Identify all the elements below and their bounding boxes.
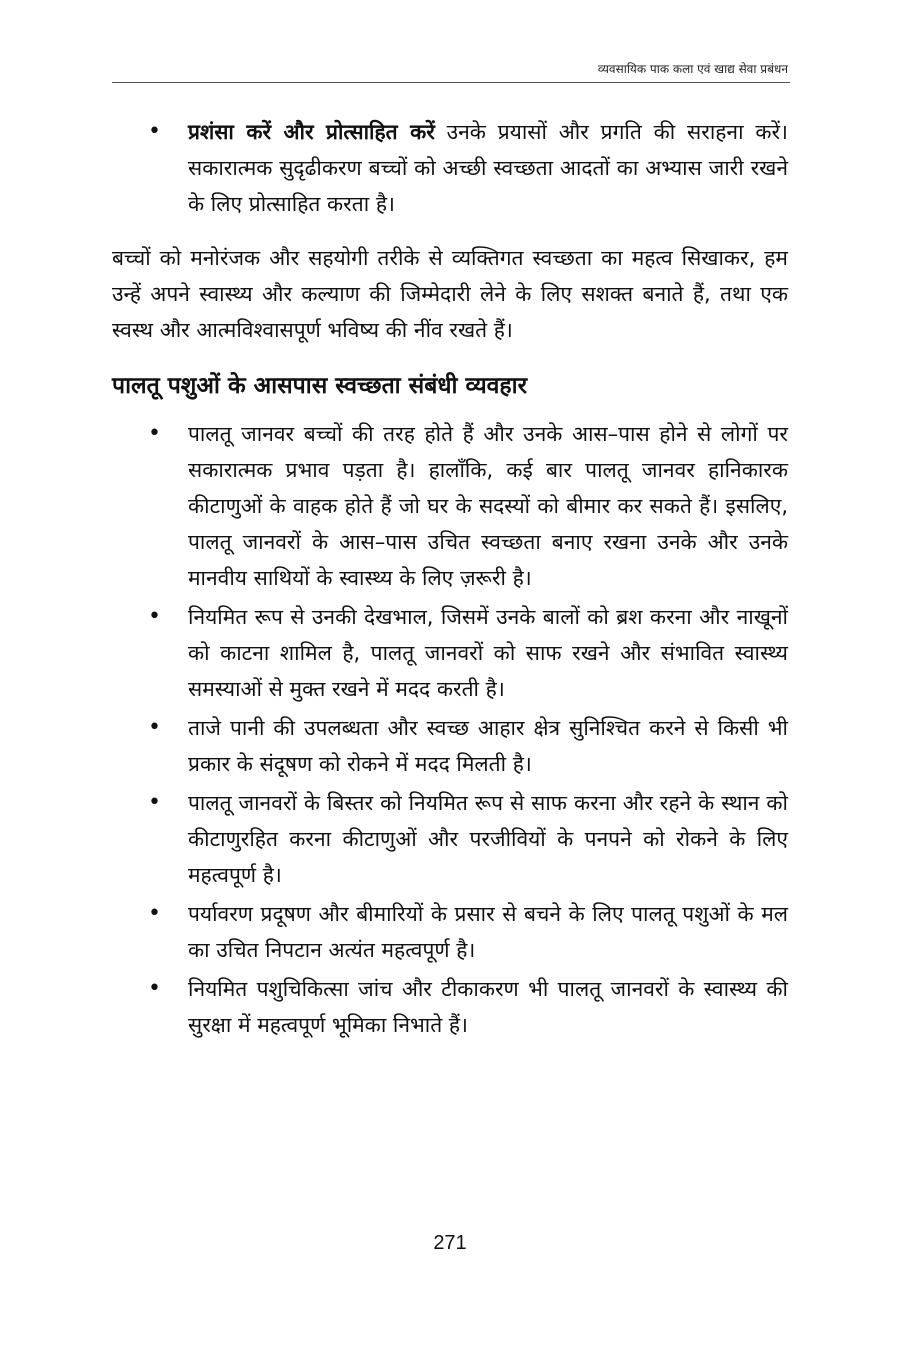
list-item-text: पर्यावरण प्रदूषण और बीमारियों के प्रसार से बचने के लिए पालतू पशुओं के मल का उचित निपटान अत्यंत महत्वपूर्ण है। [188, 902, 788, 962]
running-header: व्यवसायिक पाक कला एवं खाद्य सेवा प्रबंधन [597, 62, 788, 76]
page-body [112, 114, 788, 1046]
header-divider [112, 82, 790, 83]
bold-lead-text: प्रशंसा करें और प्रोत्साहित करें [188, 120, 435, 144]
list-item [112, 896, 788, 968]
intro-bullet-list [112, 114, 788, 222]
list-item-text: नियमित पशुचिकित्सा जांच और टीकाकरण भी पालतू जानवरों के स्वास्थ्य की सुरक्षा में महत्वपूर्ण भूमिका निभाते हैं। [188, 977, 788, 1037]
bullet-icon: • [148, 604, 161, 629]
list-item-text: उनके प्रयासों और प्रगति की सराहना करें। सकारात्मक सुदृढीकरण बच्चों को अच्छी स्वच्छता आदतों का अभ्यास जारी रखने के लिए प्रोत्साहित करता है। [188, 120, 789, 216]
bullet-icon: • [148, 421, 161, 446]
list-item [112, 114, 788, 222]
list-item [112, 785, 788, 893]
body-paragraph: बच्चों को मनोरंजक और सहयोगी तरीके से व्यक्तिगत स्वच्छता का महत्व सिखाकर, हम उन्हें अपने स्वास्थ्य और कल्याण की जिम्मेदारी लेने के लिए सशक्त बनाते हैं, तथा एक स्वस्थ और आत्मविश्वासपूर्ण भविष्य की नींव रखते हैं। [112, 246, 788, 342]
bullet-icon: • [148, 790, 161, 815]
list-item [112, 599, 788, 707]
page-number: 271 [433, 1232, 467, 1254]
list-item-text: पालतू जानवर बच्चों की तरह होते हैं और उनके आस–पास होने से लोगों पर सकारात्मक प्रभाव पड़ता है। हालाँकि, कई बार पालतू जानवर हानिकारक कीटाणुओं के वाहक होते हैं जो घर के सदस्यों को बीमार कर सकते हैं। इसलिए, पालतू जानवरों के आस–पास उचित स्वच्छता बनाए रखना उनके और उनके मानवीय साथियों के स्वास्थ्य के लिए ज़रूरी है। [188, 422, 788, 590]
list-item-text: नियमित रूप से उनकी देखभाल, जिसमें उनके बालों को ब्रश करना और नाखूनों को काटना शामिल है, पालतू जानवरों को साफ रखने और संभावित स्वास्थ्य समस्याओं से मुक्त रखने में मदद करती है। [188, 605, 788, 701]
section-heading: पालतू पशुओं के आसपास स्वच्छता संबंधी व्यवहार [112, 373, 528, 399]
list-item-text: पालतू जानवरों के बिस्तर को नियमित रूप से साफ करना और रहने के स्थान को कीटाणुरहित करना कीटाणुओं और परजीवियों के पनपने को रोकने के लिए महत्वपूर्ण है। [188, 791, 788, 887]
bullet-icon: • [148, 715, 161, 740]
bullet-icon: • [148, 119, 161, 144]
list-item-text: ताजे पानी की उपलब्धता और स्वच्छ आहार क्षेत्र सुनिश्चित करने से किसी भी प्रकार के संदूषण को रोकने में मदद मिलती है। [188, 716, 788, 776]
list-item [112, 710, 788, 782]
list-item [112, 971, 788, 1043]
bullet-icon: • [148, 901, 161, 926]
bullet-icon: • [148, 976, 161, 1001]
pet-hygiene-list [112, 416, 788, 1043]
list-item [112, 416, 788, 596]
